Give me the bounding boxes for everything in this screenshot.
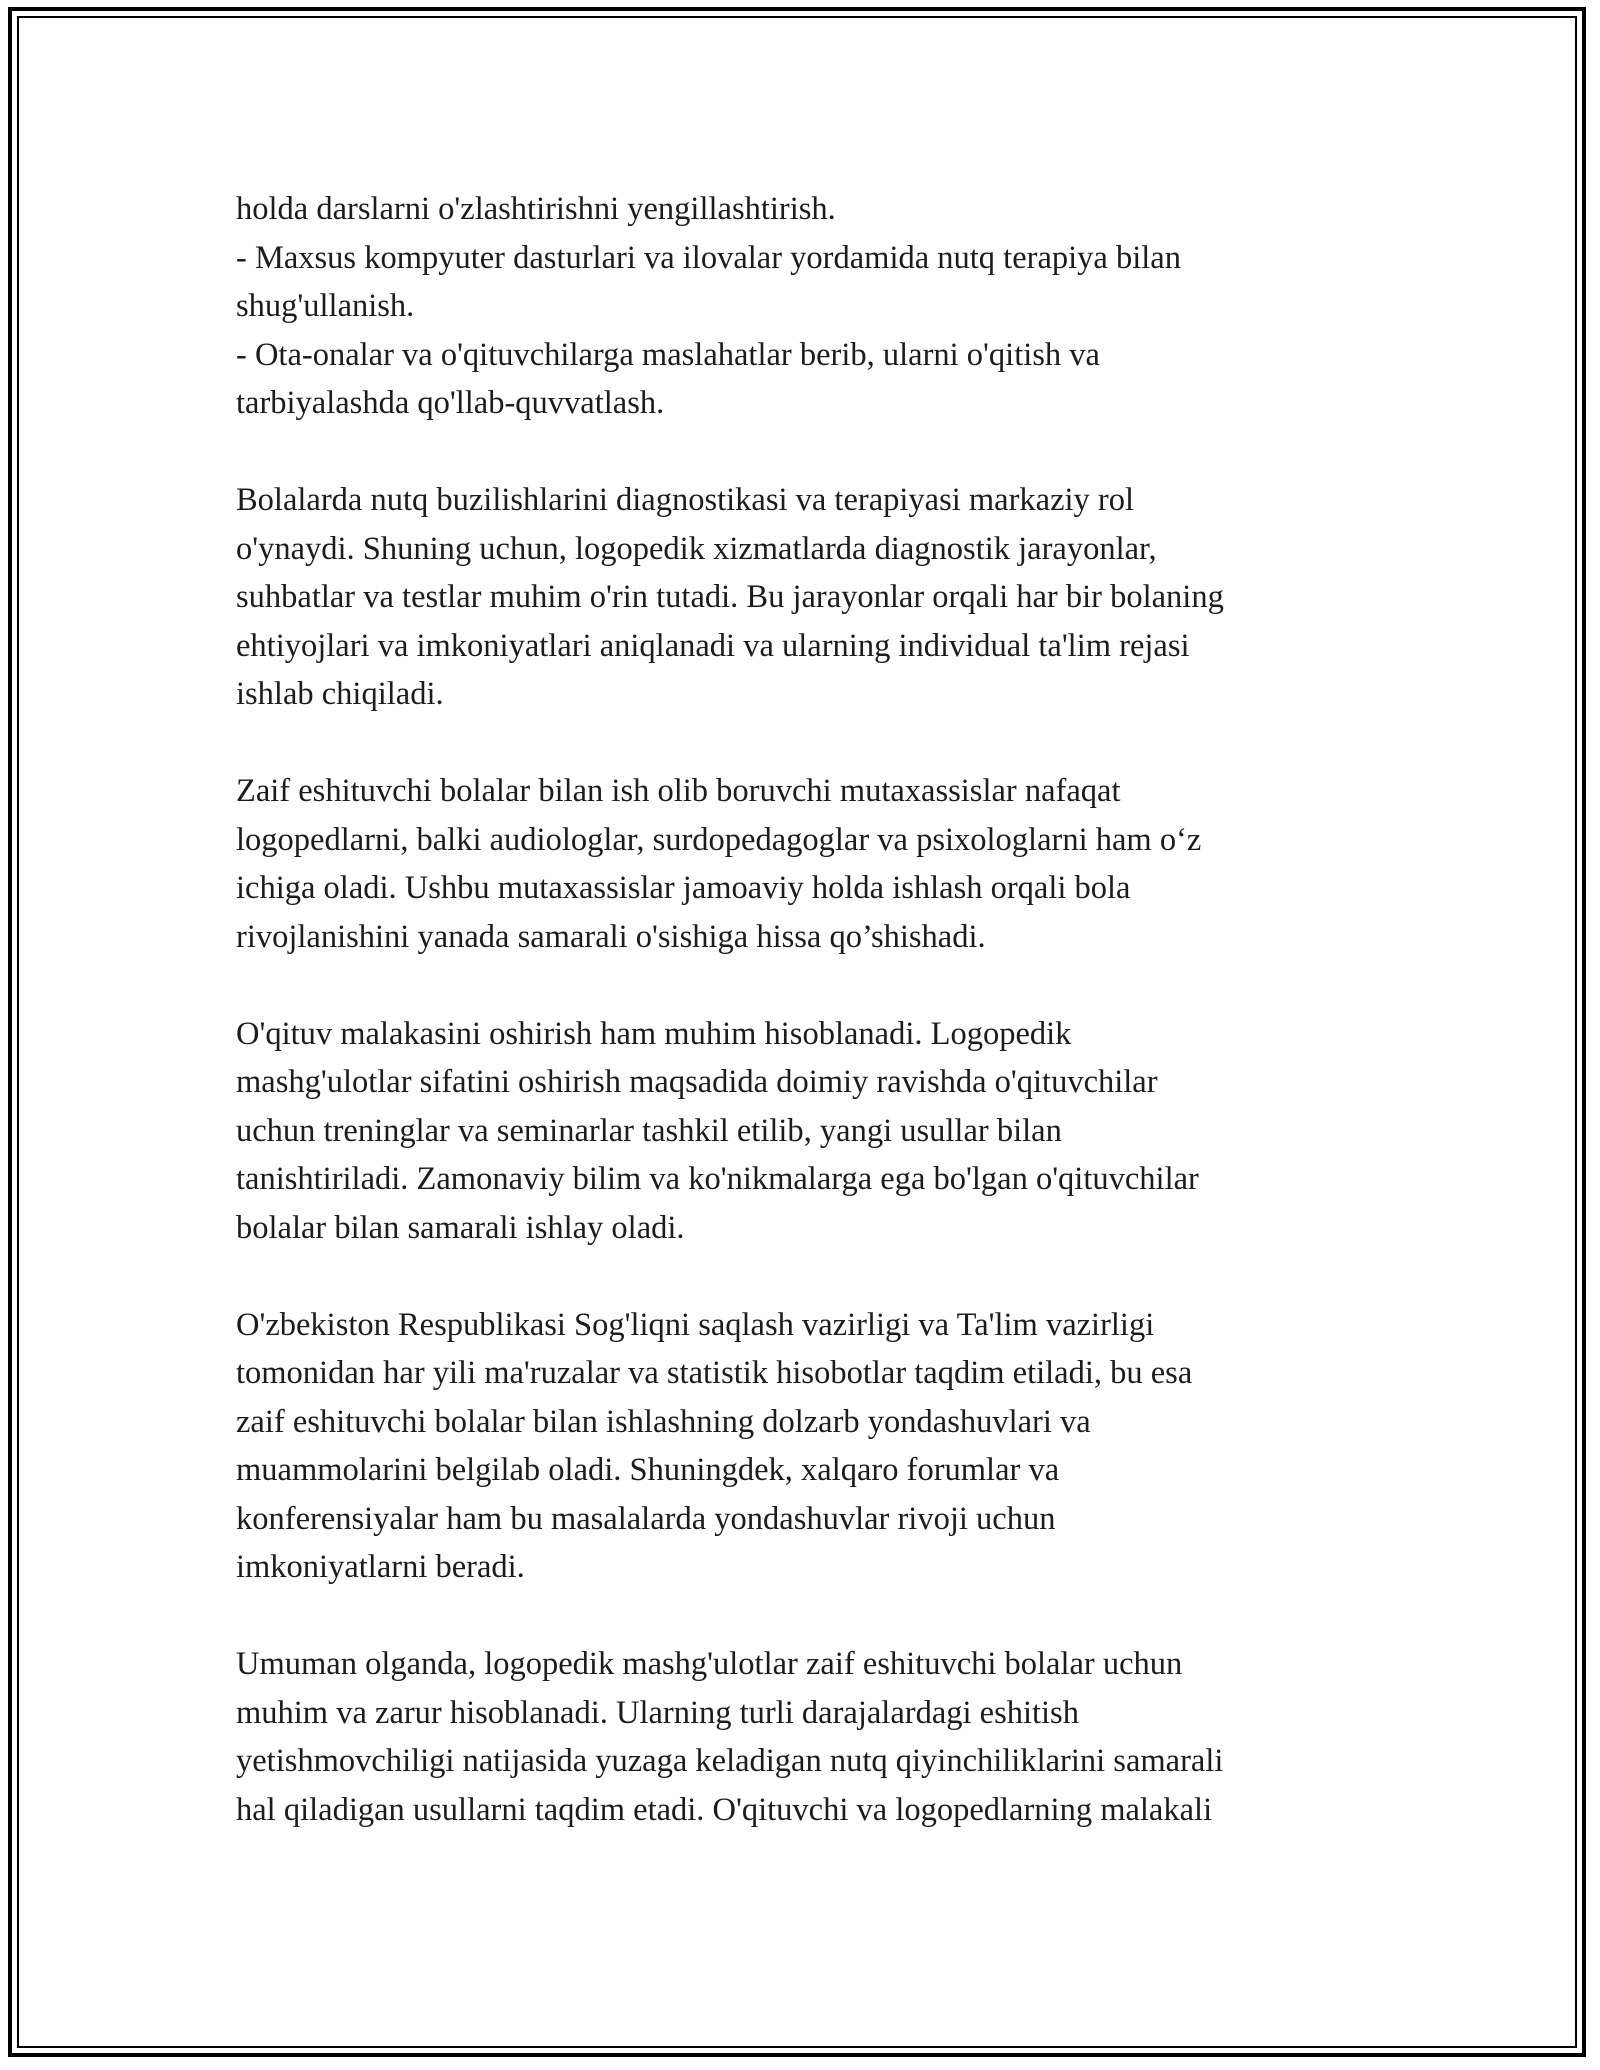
text-line: uchun treninglar va seminarlar tashkil etilib, yangi usullar bilan bbox=[236, 1112, 1062, 1149]
text-line: logopedlarni, balki audiologlar, surdopedagoglar va psixologlarni ham o‘z bbox=[236, 821, 1202, 858]
text-line: O'qituv malakasini oshirish ham muhim hisoblanadi. Logopedik bbox=[236, 1015, 1072, 1052]
text-line: ichiga oladi. Ushbu mutaxassislar jamoaviy holda ishlash orqali bola bbox=[236, 870, 1131, 906]
text-line: Zaif eshituvchi bolalar bilan ish olib boruvchi mutaxassislar nafaqat bbox=[236, 773, 1121, 809]
text-line: tanishtiriladi. Zamonaviy bilim va ko'nikmalarga ega bo'lgan o'qituvchilar bbox=[236, 1161, 1199, 1197]
text-line: hal qiladigan usullarni taqdim etadi. O'qituvchi va logopedlarning malakali bbox=[236, 1791, 1213, 1828]
text-line: ehtiyojlari va imkoniyatlari aniqlanadi va ularning individual ta'lim rejasi bbox=[236, 627, 1190, 664]
text-line: ishlab chiqiladi. bbox=[236, 676, 444, 712]
text-line: - Maxsus kompyuter dasturlari va ilovalar yordamida nutq terapiya bilan bbox=[236, 239, 1181, 276]
text-line: shug'ullanish. bbox=[236, 288, 415, 324]
text-line: yetishmovchiligi natijasida yuzaga keladigan nutq qiyinchiliklarini samarali bbox=[236, 1743, 1224, 1779]
text-line: konferensiyalar ham bu masalalarda yondashuvlar rivoji uchun bbox=[236, 1500, 1056, 1537]
text-line: muhim va zarur hisoblanadi. Ularning turli darajalardagi eshitish bbox=[236, 1694, 1079, 1731]
text-line: rivojlanishini yanada samarali o'sishiga hissa qo’shishadi. bbox=[236, 918, 986, 955]
paragraph-1 bbox=[236, 185, 1366, 428]
text-line: tomonidan har yili ma'ruzalar va statistik hisobotlar taqdim etiladi, bu esa bbox=[236, 1355, 1193, 1391]
paragraph-5 bbox=[236, 1301, 1366, 1592]
text-line: muammolarini belgilab oladi. Shuningdek, xalqaro forumlar va bbox=[236, 1452, 1060, 1488]
document-body bbox=[236, 185, 1366, 1883]
text-line: Bolalarda nutq buzilishlarini diagnostikasi va terapiyasi markaziy rol bbox=[236, 482, 1135, 518]
text-line: o'ynaydi. Shuning uchun, logopedik xizmatlarda diagnostik jarayonlar, bbox=[236, 530, 1157, 567]
text-line: zaif eshituvchi bolalar bilan ishlashning dolzarb yondashuvlari va bbox=[236, 1403, 1091, 1440]
text-line: bolalar bilan samarali ishlay oladi. bbox=[236, 1209, 685, 1246]
text-line: mashg'ulotlar sifatini oshirish maqsadida doimiy ravishda o'qituvchilar bbox=[236, 1064, 1158, 1100]
paragraph-6 bbox=[236, 1640, 1366, 1834]
text-line: tarbiyalashda qo'llab-quvvatlash. bbox=[236, 385, 665, 421]
text-line: suhbatlar va testlar muhim o'rin tutadi. Bu jarayonlar orqali har bir bolaning bbox=[236, 579, 1224, 615]
paragraph-4 bbox=[236, 1010, 1366, 1253]
text-line: O'zbekiston Respublikasi Sog'liqni saqlash vazirligi va Ta'lim vazirligi bbox=[236, 1306, 1155, 1343]
paragraph-2 bbox=[236, 476, 1366, 719]
text-line: - Ota-onalar va o'qituvchilarga maslahatlar berib, ularni o'qitish va bbox=[236, 336, 1100, 373]
text-line: holda darslarni o'zlashtirishni yengillashtirish. bbox=[236, 191, 836, 227]
paragraph-3 bbox=[236, 767, 1366, 961]
text-line: Umuman olganda, logopedik mashg'ulotlar zaif eshituvchi bolalar uchun bbox=[236, 1646, 1183, 1682]
text-line: imkoniyatlarni beradi. bbox=[236, 1549, 525, 1585]
